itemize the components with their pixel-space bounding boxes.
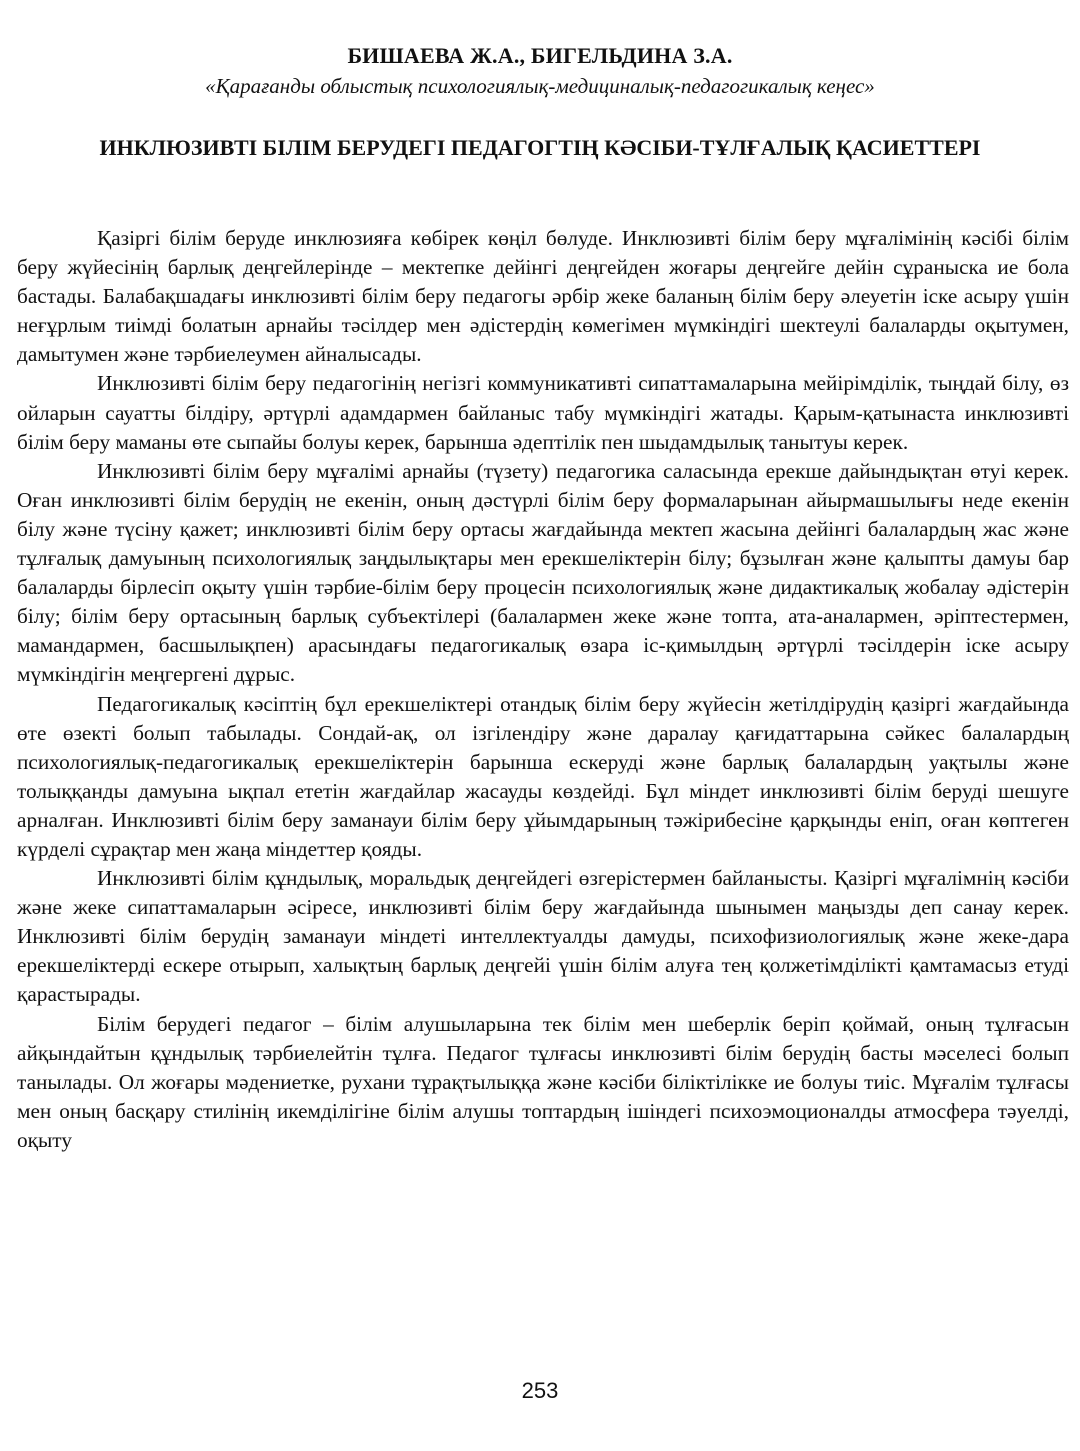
paragraph: Инклюзивті білім беру мұғалімі арнайы (түзету) педагогика саласында ерекше дайындықтан өтуі керек. Оған инклюзивті білім берудің не екенін, оның дәстүрлі білім беру формаларынан айырмашылығы неде екенін білу және түсіну қажет; инклюзивті білім беру ортасы жағдайында мектеп жасына дейінгі балалардың жас және тұлғалық дамуының психологиялық заңдылықтары мен ерекшеліктерін білу; бұзылған және қалыпты дамуы бар балаларды бірлесіп оқыту үшін тәрбие-білім беру процесін психологиялық және дидактикалық жобалау әдістерін білу; білім беру ортасының барлық субъектілері (балалармен жеке және топта, ата-аналармен, әріптестермен, мамандармен, басшылықпен) арасындағы педагогикалық өзара іс-қимылдың әртүрлі тәсілдерін іске асыру мүмкіндігін меңгергені дұрыс. [17,458,1069,687]
paragraph: Педагогикалық кәсіптің бұл ерекшеліктері отандық білім беру жүйесін жетілдірудің қазіргі жағдайында өте өзекті болып табылады. Сондай-ақ, ол ізгілендіру және даралау қағидаттарына сәйкес балалардың психологиялық-педагогикалық ерекшеліктерін барынша ескеруді және барлық балалардың уақтылы және толыққанды дамуына ықпал ететін жағдайлар жасауды көздейді. Бұл міндет инклюзивті білім беруді шешуге арналған. Инклюзивті білім беру заманауи білім беру ұйымдарының тәжірибесіне қарқынды еніп, оған көптеген күрделі сұрақтар мен жаңа міндеттер қояды. [17,691,1069,861]
authors-line: БИШАЕВА Ж.А., БИГЕЛЬДИНА З.А. [347,43,733,68]
paragraph: Қазіргі білім беруде инклюзияға көбірек көңіл бөлуде. Инклюзивті білім беру мұғалімінің кәсібі білім беру жүйесінің барлық деңгейлерінде – мектепке дейінгі деңгейден жоғары деңгейге дейін сұраныска ие бола бастады. Балабақшадағы инклюзивті білім беру педагогы әрбір жеке баланың білім беру әлеуетін іске асыру үшін неғұрлым тиімді болатын арнайы тәсілдер мен әдістердің көмегімен мүмкіндігі шектеулі балаларды оқытумен, дамытумен және тәрбиелеумен айналысады. [17,226,1069,367]
affiliation-line: «Қарағанды облыстық психологиялық-медициналық-педагогикалық кеңес» [205,74,875,98]
paragraph: Білім берудегі педагог – білім алушыларына тек білім мен шеберлік беріп қоймай, оның тұлғасын айқындайтын құндылық тәрбиелейтін тұлға. Педагог тұлғасы инклюзивті білім берудің басты мәселесі болып танылады. Ол жоғары мәдениетке, рухани тұрақтылыққа және кәсіби біліктілікке ие болуы тиіс. Мұғалім тұлғасы мен оның басқару стилінің икемділігіне білім алушы топтардың ішіндегі психоэмоционалды атмосфера тәуелді, оқыту [17,1011,1069,1152]
paragraph: Инклюзивті білім құндылық, моральдық деңгейдегі өзгерістермен байланысты. Қазіргі мұғалімнің кәсіби және жеке сипаттамаларын әсіресе, инклюзивті білім беру жағдайында шынымен маңызды деп санау керек. Инклюзивті білім берудің заманауи міндеті интеллектуалды дамуды, психофизиологиялық және жеке-дара ерекшеліктерді ескере отырып, халықтың барлық деңгейі үшін білім алуға тең қолжетімділікті қамтамасыз етуді қарастырады. [17,866,1069,1007]
article-title: ИНКЛЮЗИВТІ БІЛІМ БЕРУДЕГІ ПЕДАГОГТІҢ КӘСІБИ-ТҰЛҒАЛЫҚ ҚАСИЕТТЕРІ [99,135,981,160]
article-body [17,224,1069,1155]
paragraph: Инклюзивті білім беру педагогінің негізгі коммуникативті сипаттамаларына мейірімділік, тыңдай білу, өз ойларын сауатты білдіру, әртүрлі адамдармен байланыс табу мүмкіндігі жатады. Қарым-қатынаста инклюзивті білім беру маманы өте сыпайы болуы керек, барынша әдептілік пен шыдамдылық танытуы керек. [17,371,1069,454]
page-number: 253 [521,1378,559,1403]
